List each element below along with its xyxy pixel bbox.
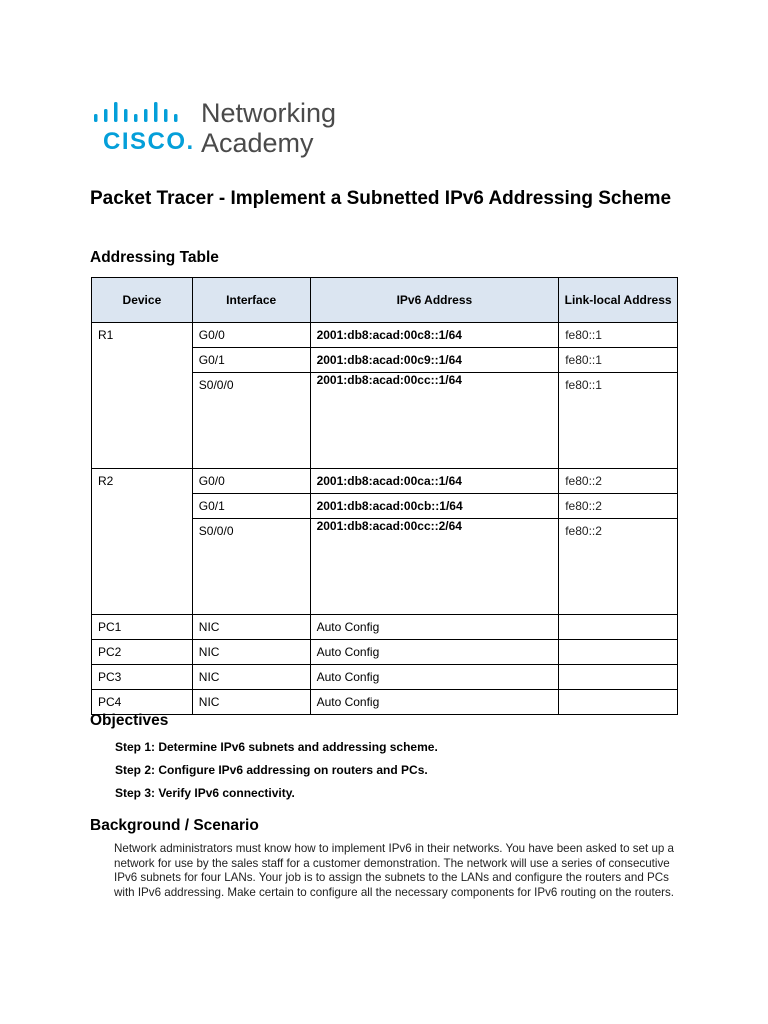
cisco-bars-icon [93, 100, 185, 124]
device-cell: PC1 [92, 615, 193, 640]
column-header-link-local-address: Link-local Address [559, 278, 678, 323]
ipv6-address-cell: 2001:db8:acad:00c8::1/64 [310, 323, 559, 348]
document-title: Packet Tracer - Implement a Subnetted IPv6 Addressing Scheme [90, 188, 672, 209]
table-row [92, 469, 678, 494]
device-cell: PC4 [92, 690, 193, 715]
table-row [92, 615, 678, 640]
addressing-table [91, 277, 678, 715]
ipv6-address-cell: 2001:db8:acad:00ca::1/64 [310, 469, 559, 494]
addressing-table-heading: Addressing Table [90, 249, 219, 266]
table-row [92, 690, 678, 715]
interface-cell: S0/0/0 [192, 373, 310, 469]
interface-cell: NIC [192, 690, 310, 715]
interface-cell: NIC [192, 640, 310, 665]
table-row [92, 665, 678, 690]
column-header-interface: Interface [192, 278, 310, 323]
ipv6-address-cell: 2001:db8:acad:00cc::2/64 [310, 519, 559, 615]
link-local-cell: fe80::2 [559, 494, 678, 519]
link-local-cell: fe80::2 [559, 469, 678, 494]
column-header-ipv6-address: IPv6 Address [310, 278, 559, 323]
objectives-heading: Objectives [90, 712, 169, 729]
ipv6-address-cell: 2001:db8:acad:00c9::1/64 [310, 348, 559, 373]
table-row [92, 323, 678, 348]
link-local-cell: fe80::1 [559, 373, 678, 469]
link-local-cell [559, 665, 678, 690]
column-header-device: Device [92, 278, 193, 323]
logo-line-networking: Networking [201, 98, 337, 128]
ipv6-address-cell: 2001:db8:acad:00cc::1/64 [310, 373, 559, 469]
objective-step-3: Step 3: Verify IPv6 connectivity. [115, 786, 295, 800]
interface-cell: G0/1 [192, 348, 310, 373]
device-cell: PC2 [92, 640, 193, 665]
interface-cell: S0/0/0 [192, 519, 310, 615]
logo-line-academy: Academy [201, 128, 314, 158]
objective-step-2: Step 2: Configure IPv6 addressing on routers and PCs. [115, 763, 428, 777]
objective-step-1: Step 1: Determine IPv6 subnets and addressing scheme. [115, 740, 438, 754]
table-row [92, 640, 678, 665]
link-local-cell: fe80::2 [559, 519, 678, 615]
ipv6-address-cell: Auto Config [310, 640, 559, 665]
ipv6-address-cell: Auto Config [310, 665, 559, 690]
link-local-cell: fe80::1 [559, 323, 678, 348]
interface-cell: G0/0 [192, 323, 310, 348]
interface-cell: NIC [192, 615, 310, 640]
interface-cell: G0/0 [192, 469, 310, 494]
cisco-wordmark: CISCO. [103, 128, 195, 155]
link-local-cell: fe80::1 [559, 348, 678, 373]
ipv6-address-cell: Auto Config [310, 615, 559, 640]
cisco-networking-academy-logo [93, 98, 353, 160]
link-local-cell [559, 640, 678, 665]
link-local-cell [559, 615, 678, 640]
device-cell: R1 [92, 323, 193, 469]
device-cell: PC3 [92, 665, 193, 690]
ipv6-address-cell: Auto Config [310, 690, 559, 715]
background-scenario-heading: Background / Scenario [90, 817, 259, 834]
device-cell: R2 [92, 469, 193, 615]
interface-cell: G0/1 [192, 494, 310, 519]
background-scenario-paragraph: Network administrators must know how to implement IPv6 in their networks. You have been asked to set up a network for use by the sales staff for a customer demonstration. The network will use a series of consecutive IPv6 subnets for four LANs. Your job is to assign the subnets to the LANs and configure the routers and PCs with IPv6 addressing. Make certain to configure all the necessary components for IPv6 routing on the routers. [114, 842, 675, 899]
link-local-cell [559, 690, 678, 715]
ipv6-address-cell: 2001:db8:acad:00cb::1/64 [310, 494, 559, 519]
interface-cell: NIC [192, 665, 310, 690]
